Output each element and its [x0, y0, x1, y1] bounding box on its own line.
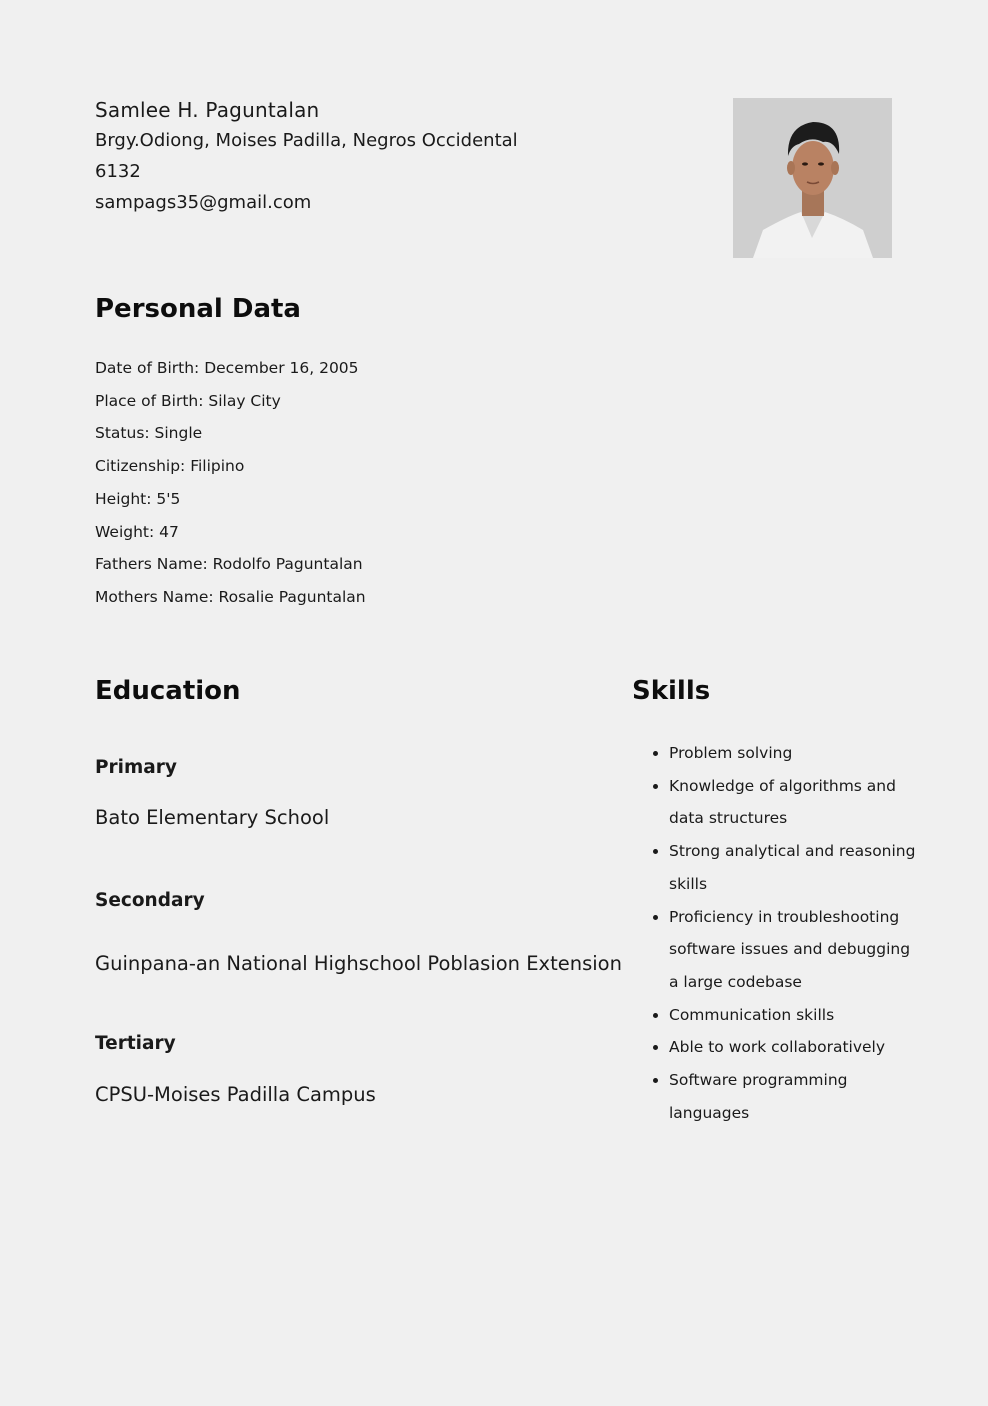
education-level-secondary: Secondary — [95, 890, 205, 911]
secondary-school-name: Guinpana-an National Highschool Poblasion Extension — [95, 952, 622, 975]
skill-item: • Knowledge of algorithms and data structures — [669, 770, 919, 835]
personal-data-item: Place of Birth: Silay City — [95, 391, 281, 410]
email-address: sampags35@gmail.com — [95, 192, 312, 213]
address-line-1: Brgy.Odiong, Moises Padilla, Negros Occidental — [95, 130, 518, 151]
applicant-name: Samlee H. Paguntalan — [95, 98, 320, 122]
personal-data-item: Citizenship: Filipino — [95, 457, 245, 476]
personal-data-item: Weight: 47 — [95, 522, 179, 541]
personal-data-list — [95, 352, 595, 614]
profile-photo — [733, 98, 892, 258]
personal-data-item: Fathers Name: Rodolfo Paguntalan — [95, 555, 363, 574]
personal-data-item: Status: Single — [95, 424, 203, 443]
skill-item: • Strong analytical and reasoning skills — [669, 835, 919, 900]
skill-item: • Communication skills — [669, 999, 919, 1032]
personal-data-item: Height: 5'5 — [95, 489, 181, 508]
personal-data-heading: Personal Data — [95, 294, 301, 324]
skill-item: • Proficiency in troubleshooting software issues and debugging a large codebase — [669, 901, 919, 999]
skill-item: • Able to work collaboratively — [669, 1031, 919, 1064]
skills-list — [650, 737, 919, 1129]
education-level-tertiary: Tertiary — [95, 1033, 176, 1054]
education-heading: Education — [95, 676, 241, 706]
skill-item: • Problem solving — [669, 737, 919, 770]
contact-block — [95, 95, 655, 218]
primary-school-name: Bato Elementary School — [95, 806, 330, 829]
skill-item: • Software programming languages — [669, 1064, 919, 1129]
skills-heading: Skills — [632, 676, 711, 706]
address-line-2: 6132 — [95, 161, 141, 182]
personal-data-item: Date of Birth: December 16, 2005 — [95, 359, 359, 377]
education-level-primary: Primary — [95, 757, 177, 778]
tertiary-school-name: CPSU-Moises Padilla Campus — [95, 1083, 376, 1106]
personal-data-item: Mothers Name: Rosalie Paguntalan — [95, 587, 366, 606]
